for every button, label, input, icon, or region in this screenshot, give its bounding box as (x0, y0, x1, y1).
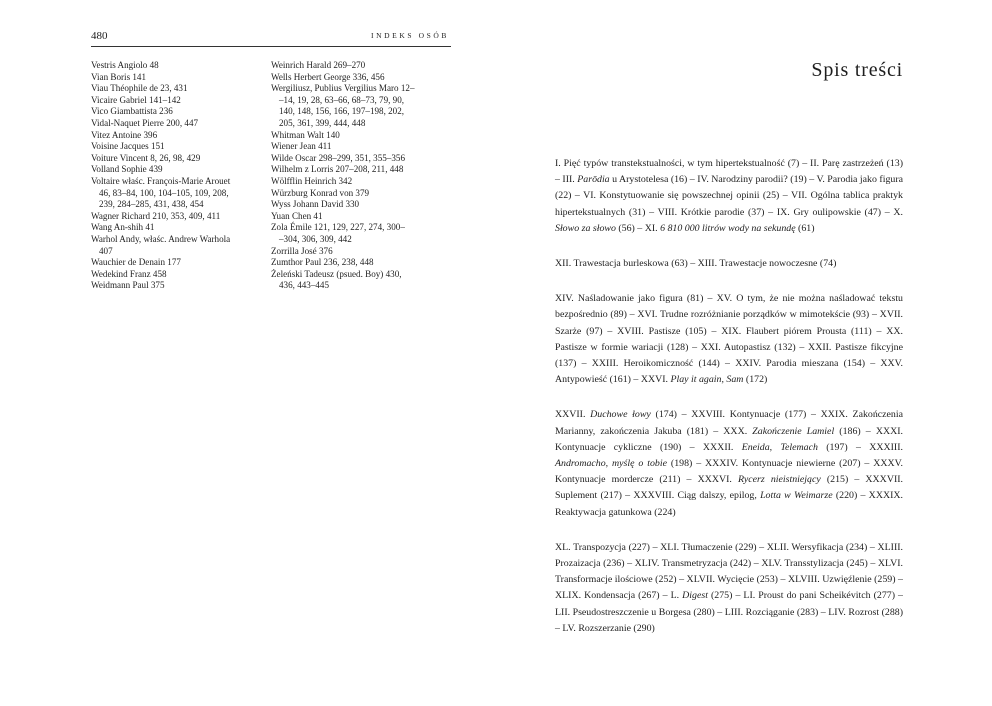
toc-text: (174) – XXVIII. Kontynuacje (177) – XXIX. Zakończenia Marianny, zakończenia Jakuba (181) – XXX. (555, 409, 903, 437)
index-entry: Zorrilla José 376 (271, 245, 333, 256)
index-entry: Zola Émile 121, 129, 227, 274, 300– –304, 306, 309, 442 (271, 222, 405, 244)
toc-italic-title: Andromacho, myślę o tobie (555, 458, 667, 470)
index-entry: Żeleński Tadeusz (psued. Boy) 430, 436, 443–445 (271, 268, 402, 291)
index-entry: Wiener Jean 411 (271, 141, 332, 152)
index-entry: Wauchier de Denain 177 (91, 257, 181, 268)
toc-italic-title: Digest (682, 590, 708, 602)
index-entry: Vidal-Naquet Pierre 200, 447 (91, 117, 199, 128)
toc-italic-title: Zakończenie Lamiel (752, 425, 835, 437)
toc-text: (186) – XXXI. Kontynuacje cykliczne (190) – XXXII. (555, 425, 903, 453)
index-entry: Wyss Johann David 330 (271, 199, 360, 210)
toc-text: (215) – XXXVII. Suplement (217) – XXXVIII. Ciąg dalszy, epilog, (555, 474, 903, 502)
toc-text: (61) (795, 222, 815, 234)
page-title: Spis treści (811, 59, 903, 81)
index-entry: Zumthor Paul 236, 238, 448 (271, 257, 374, 268)
page-number: 480 (91, 30, 108, 42)
index-entry: Volland Sophie 439 (91, 164, 163, 175)
toc-text: (197) – XXXIII. (817, 441, 903, 453)
toc-paragraph (555, 540, 903, 637)
index-entry: Würzburg Konrad von 379 (271, 187, 370, 198)
index-entry: Yuan Chen 41 (271, 210, 323, 221)
index-entry: Vicaire Gabriel 141–142 (91, 94, 181, 105)
index-entry: Warhol Andy, właśc. Andrew Warhola 407 (91, 233, 231, 256)
index-entry: Voisine Jacques 151 (91, 141, 165, 152)
index-entry: Voltaire właśc. François-Marie Arouet 46, 83–84, 100, 104–105, 109, 208, 239, 284–285, 431, 438, 454 (91, 175, 231, 210)
toc-text: (198) – XXXIV. Kontynuacje niewierne (207) – XXXV. Kontynuacje mordercze (211) – XXXVI. (555, 458, 903, 486)
toc-italic-title: Parōdia (577, 174, 610, 186)
index-entry: Voiture Vincent 8, 26, 98, 429 (91, 152, 201, 163)
index-entry: Wilhelm z Lorris 207–208, 211, 448 (271, 164, 404, 175)
index-entry: Vian Boris 141 (91, 71, 147, 82)
index-entry: Viau Théophile de 23, 431 (91, 83, 188, 94)
toc-text: XIV. Naśladowanie jako figura (81) – XV. O tym, że nie można naśladować tekstu bezpośrednio (89) – XVI. Trudne rozróżnianie porządków w mimotekście (93) – XVII. Szarże (97) – XVIII. Pastisze (105) – XIX. Flaubert piórem Prousta (111) – XX. Pastisze w formie wariacji (128) – XXI. Autopastisz (132) – XXII. Pastisze fikcyjne (137) – XXIII. Heroikomiczność (144) – XXIV. Parodia mieszana (154) – XXV. Antypowieść (161) – XXVI. (555, 293, 903, 386)
index-entry: Vitez Antoine 396 (91, 129, 158, 140)
index-column-right (271, 60, 451, 292)
toc-italic-title: Duchowe łowy (590, 409, 651, 421)
toc-italic-title: Rycerz nieistniejący (738, 474, 821, 486)
toc-italic-title: Play it again, Sam (670, 374, 744, 386)
section-title: INDEKS OSÓB (371, 31, 449, 40)
toc-text: (56) – XI. (615, 222, 661, 234)
right-page (496, 0, 992, 706)
index-entry: Weinrich Harald 269–270 (271, 60, 366, 70)
toc-paragraph (555, 407, 903, 520)
toc-text: XXVII. (555, 409, 591, 421)
toc-text: (220) – XXXIX. Reaktywacja gatunkowa (224) (555, 490, 903, 518)
toc-italic-title: Eneida, Telemach (741, 441, 818, 453)
index-entry: Vico Giambattista 236 (91, 106, 173, 117)
index-entry: Wergiliusz, Publius Vergilius Maro 12– –14, 19, 28, 63–66, 68–73, 79, 90, 140, 148, 156, 166, 197–198, 202, 205, 361, 399, 444, 448 (271, 83, 415, 128)
index-entry: Weidmann Paul 375 (91, 280, 165, 291)
toc-text: I. Pięć typów transtekstualności, w tym hipertekstualność (7) – II. Parę zastrzeżeń (13) – III. (555, 158, 903, 186)
toc-text: XII. Trawestacja burleskowa (63) – XIII. Trawestacje nowoczesne (74) (555, 258, 837, 270)
toc-paragraph (555, 291, 903, 388)
toc-text: XL. Transpozycja (227) – XLI. Tłumaczenie (229) – XLII. Wersyfikacja (234) – XLIII. Prozaizacja (236) – XLIV. Transmetryzacja (242) – XLV. Transstylizacja (245) – XLVI. Transformacje ilościowe (252) – XLVII. Wycięcie (253) – XLVIII. Uzwięźlenie (259) – XLIX. Kondensacja (267) – L. (555, 541, 903, 602)
index-entry: Wagner Richard 210, 353, 409, 411 (91, 210, 221, 221)
toc-italic-title: Słowo za słowo (555, 222, 616, 234)
index-entry: Wedekind Franz 458 (91, 268, 167, 279)
index-entry: Vestris Angiolo 48 (91, 60, 159, 70)
toc-text: (275) – LI. Proust do pani Scheikévitch (277) – LII. Pseudostreszczenie u Borgesa (280) – LIII. Rozciąganie (283) – LIV. Rozrost (288) – LV. Rozszerzanie (290) (555, 590, 903, 634)
toc-italic-title: Lotta w Weimarze (760, 490, 833, 502)
table-of-contents (555, 156, 903, 656)
toc-paragraph (555, 156, 903, 237)
index-entry: Wilde Oscar 298–299, 351, 355–356 (271, 152, 405, 163)
toc-paragraph (555, 256, 903, 272)
index-entry: Wang An-shih 41 (91, 222, 155, 233)
index-entry: Wölfflin Heinrich 342 (271, 175, 353, 186)
index-column-left (91, 60, 263, 292)
running-head (91, 30, 451, 47)
toc-italic-title: 6 810 000 litrów wody na sekundę (660, 222, 796, 234)
index-entry: Wells Herbert George 336, 456 (271, 71, 385, 82)
toc-text: u Arystotelesa (16) – IV. Narodziny parodii? (19) – V. Parodia jako figura (22) – VI. Konstytuowanie się powszechnej opinii (25) – VII. Ogólna tablica praktyk hipertekstualnych (31) – VIII. Krótkie parodie (37) – IX. Gry oulipowskie (47) – X. (555, 174, 903, 218)
index-entry: Whitman Walt 140 (271, 129, 340, 140)
toc-text: (172) (743, 374, 768, 386)
